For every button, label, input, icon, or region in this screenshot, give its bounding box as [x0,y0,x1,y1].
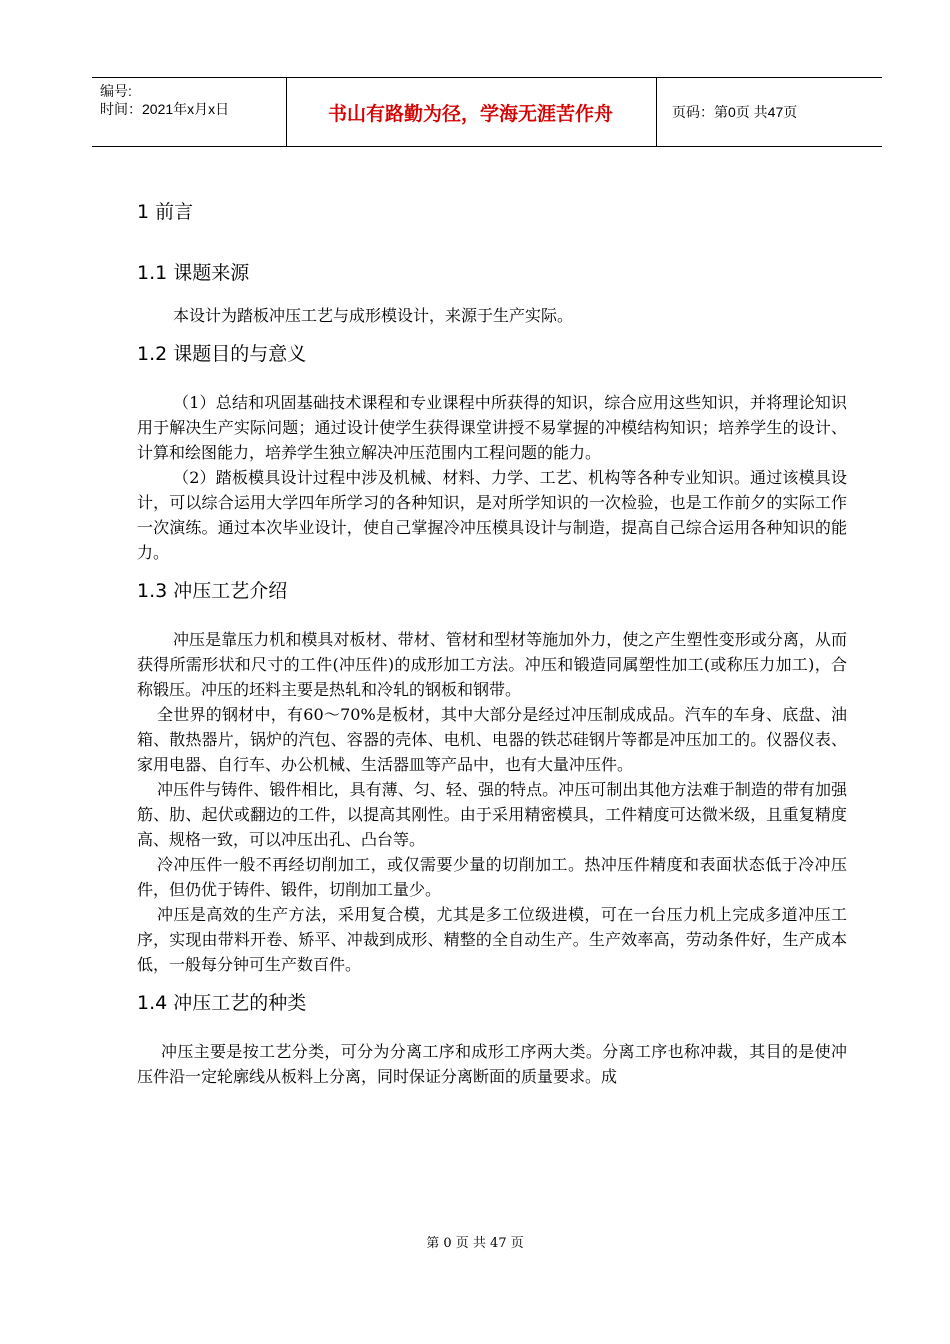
paragraph: （2）踏板模具设计过程中涉及机械、材料、力学、工艺、机构等各种专业知识。通过该模具设计，可以综合运用大学四年所学习的各种知识，是对所学知识的一次检验，也是工作前夕的实际工作一次演练。通过本次毕业设计，使自己掌握冷冲压模具设计与制造，提高自己综合运用各种知识的能力。 [137,468,847,562]
paragraph: 冲压件与铸件、锻件相比，具有薄、匀、轻、强的特点。冲压可制出其他方法难于制造的带有加强筋、肋、起伏或翻边的工件，以提高其刚性。由于采用精密模具，工件精度可达微米级，且重复精度高、规格一致，可以冲压出孔、凸台等。 [137,780,847,849]
paragraph: （1）总结和巩固基础技术课程和专业课程中所获得的知识，综合应用这些知识，并将理论知识用于解决生产实际问题；通过设计使学生获得课堂讲授不易掌握的冲模结构知识；培养学生的设计、计算和绘图能力，培养学生独立解决冲压范围内工程问题的能力。 [137,393,847,462]
section-title-1-2: 1.2 课题目的与意义 [137,343,307,365]
paragraph: 冲压是高效的生产方法，采用复合模，尤其是多工位级进模，可在一台压力机上完成多道冲压工序，实现由带料开卷、矫平、冲裁到成形、精整的全自动生产。生产效率高，劳动条件好，生产成本低，一般每分钟可生产数百件。 [137,905,847,974]
section-title-1-3: 1.3 冲压工艺介绍 [137,580,288,602]
paragraph: 全世界的钢材中，有60～70%是板材，其中大部分是经过冲压制成成品。汽车的车身、底盘、油箱、散热器片，锅炉的汽包、容器的壳体、电机、电器的铁芯硅钢片等都是冲压加工的。仪器仪表、家用电器、自行车、办公机械、生活器皿等产品中，也有大量冲压件。 [137,705,847,774]
page-header [92,77,882,147]
header-motto: 书山有路勤为径，学海无涯苦作舟 [327,102,613,125]
header-divider-right [656,78,657,146]
paragraph: 本设计为踏板冲压工艺与成形模设计，来源于生产实际。 [173,306,574,325]
paragraph: 冷冲压件一般不再经切削加工，或仅需要少量的切削加工。热冲压件精度和表面状态低于冷冲压件，但仍优于铸件、锻件，切削加工量少。 [137,855,847,899]
doc-time-label: 时间：2021年x月x日 [100,101,230,117]
paragraph: 冲压是靠压力机和模具对板材、带材、管材和型材等施加外力，使之产生塑性变形或分离，从而获得所需形状和尺寸的工件(冲压件)的成形加工方法。冲压和锻造同属塑性加工(或称压力加工)，合称锻压。冲压的坯料主要是热轧和冷轧的钢板和钢带。 [137,630,847,699]
header-page-info: 页码：第0页 共47页 [672,104,798,120]
paragraph: 冲压主要是按工艺分类，可分为分离工序和成形工序两大类。分离工序也称冲裁，其目的是使冲压件沿一定轮廓线从板料上分离，同时保证分离断面的质量要求。成 [137,1042,847,1086]
page-footer: 第 0 页 共 47 页 [426,1236,524,1251]
header-divider-left [286,78,287,146]
section-title-1-4: 1.4 冲压工艺的种类 [137,992,307,1014]
header-meta [100,82,285,142]
section-title-1: 1 前言 [137,201,194,223]
document-body [137,185,847,1089]
doc-number-label: 编号: [100,83,132,99]
section-title-1-1: 1.1 课题来源 [137,262,250,284]
